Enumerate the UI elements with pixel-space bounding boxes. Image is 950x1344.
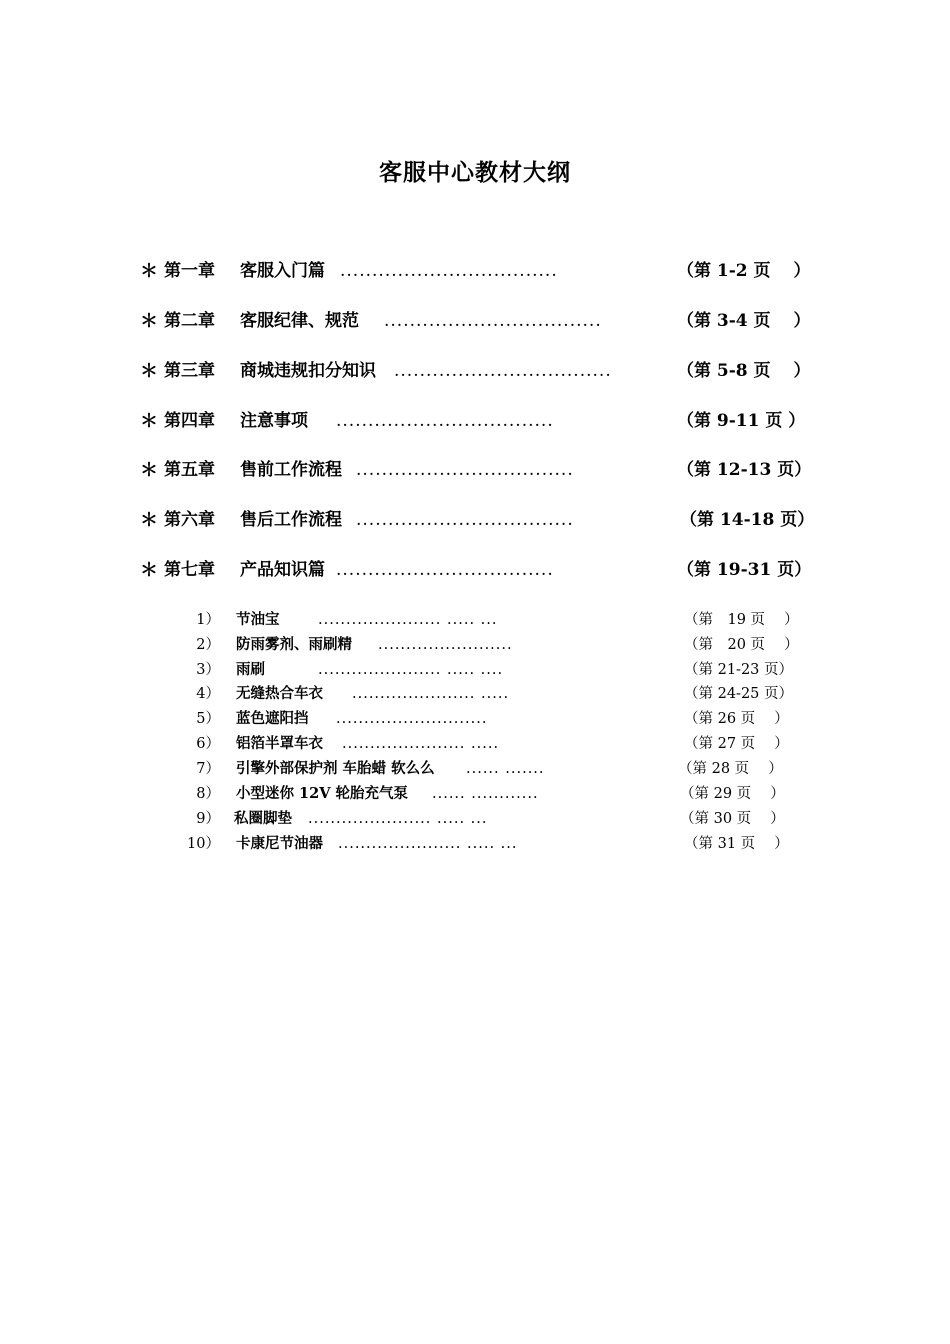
item-index: 9） bbox=[196, 811, 220, 827]
item-index: 10） bbox=[187, 836, 220, 852]
item-pages: （第 21-23 页） bbox=[684, 662, 794, 678]
dot-leader: .................................. bbox=[340, 261, 558, 281]
item-pages: （第 31 页 ） bbox=[684, 836, 789, 852]
list-item bbox=[190, 609, 800, 631]
chapter-pages: （第 1-2 页 ） bbox=[677, 261, 811, 281]
dot-leader: ...... ....... bbox=[466, 761, 545, 777]
chapter-entry bbox=[140, 258, 811, 284]
chapter-name: 客服纪律、规范 bbox=[240, 311, 359, 331]
chapter-name: 商城违规扣分知识 bbox=[240, 361, 376, 381]
item-name: 卡康尼节油器 bbox=[236, 835, 323, 852]
chapter-number: 第一章 bbox=[164, 261, 215, 281]
asterisk-bullet: ＊ bbox=[140, 411, 158, 432]
chapter-number: 第三章 bbox=[164, 361, 215, 381]
item-name: 私圈脚垫 bbox=[234, 810, 292, 827]
item-name: 蓝色遮阳挡 bbox=[236, 710, 309, 727]
list-item bbox=[190, 683, 800, 705]
item-name: 铝箔半罩车衣 bbox=[236, 735, 323, 752]
chapter-entry bbox=[140, 507, 815, 533]
chapter-entry bbox=[140, 408, 806, 434]
item-name: 无缝热合车衣 bbox=[236, 685, 323, 702]
item-pages: （第 24-25 页） bbox=[684, 686, 794, 702]
asterisk-bullet: ＊ bbox=[140, 560, 158, 581]
item-index: 2） bbox=[196, 637, 220, 653]
list-item bbox=[187, 833, 800, 855]
item-index: 4） bbox=[196, 686, 220, 702]
chapter-name: 售前工作流程 bbox=[240, 460, 342, 480]
item-pages: （第 26 页 ） bbox=[684, 711, 789, 727]
dot-leader: ...................... ..... ... bbox=[338, 836, 518, 852]
dot-leader: ...................... ..... .... bbox=[318, 662, 504, 678]
dot-leader: ...... ............ bbox=[432, 786, 539, 802]
asterisk-bullet: ＊ bbox=[140, 510, 158, 531]
dot-leader: .................................. bbox=[336, 560, 554, 580]
dot-leader: ........................... bbox=[336, 711, 488, 727]
chapter-name: 售后工作流程 bbox=[240, 510, 342, 530]
list-item bbox=[190, 783, 800, 805]
chapter-name: 注意事项 bbox=[240, 411, 308, 431]
item-pages: （第 29 页 ） bbox=[680, 786, 785, 802]
asterisk-bullet: ＊ bbox=[140, 311, 158, 332]
chapter-entry bbox=[140, 457, 812, 483]
item-pages: （第 20 页 ） bbox=[684, 637, 799, 653]
dot-leader: .................................. bbox=[394, 361, 612, 381]
item-index: 6） bbox=[196, 736, 220, 752]
dot-leader: .................................. bbox=[356, 510, 574, 530]
item-name: 雨刷 bbox=[236, 661, 265, 678]
asterisk-bullet: ＊ bbox=[140, 460, 158, 481]
asterisk-bullet: ＊ bbox=[140, 361, 158, 382]
asterisk-bullet: ＊ bbox=[140, 261, 158, 282]
item-index: 7） bbox=[196, 761, 220, 777]
chapter-entry bbox=[140, 557, 812, 583]
item-name: 小型迷你 12V 轮胎充气泵 bbox=[236, 785, 409, 802]
item-name: 引擎外部保护剂 车胎蜡 软么么 bbox=[236, 760, 435, 777]
item-index: 5） bbox=[196, 711, 220, 727]
dot-leader: ........................ bbox=[378, 637, 513, 653]
dot-leader: .................................. bbox=[336, 411, 554, 431]
list-item bbox=[190, 634, 800, 656]
item-pages: （第 30 页 ） bbox=[680, 811, 785, 827]
list-item bbox=[190, 808, 800, 830]
chapter-pages: （第 19-31 页） bbox=[677, 560, 812, 580]
document-title: 客服中心教材大纲 bbox=[379, 160, 571, 186]
chapter-pages: （第 12-13 页） bbox=[677, 460, 812, 480]
chapter-pages: （第 9-11 页 ） bbox=[677, 411, 806, 431]
item-index: 1） bbox=[196, 612, 220, 628]
chapter-number: 第七章 bbox=[164, 560, 215, 580]
dot-leader: ...................... ..... ... bbox=[308, 811, 488, 827]
item-index: 3） bbox=[196, 662, 220, 678]
dot-leader: ...................... ..... bbox=[352, 686, 510, 702]
chapter-pages: （第 3-4 页 ） bbox=[677, 311, 811, 331]
list-item bbox=[190, 733, 800, 755]
dot-leader: .................................. bbox=[384, 311, 602, 331]
chapter-number: 第五章 bbox=[164, 460, 215, 480]
list-item bbox=[190, 708, 800, 730]
chapter-number: 第六章 bbox=[164, 510, 215, 530]
item-pages: （第 27 页 ） bbox=[684, 736, 789, 752]
chapter-number: 第二章 bbox=[164, 311, 215, 331]
list-item bbox=[190, 659, 800, 681]
item-index: 8） bbox=[196, 786, 220, 802]
chapter-entry bbox=[140, 308, 811, 334]
chapter-number: 第四章 bbox=[164, 411, 215, 431]
dot-leader: ...................... ..... ... bbox=[318, 612, 498, 628]
chapter-name: 产品知识篇 bbox=[240, 560, 325, 580]
chapter-name: 客服入门篇 bbox=[240, 261, 325, 281]
chapter-pages: （第 14-18 页） bbox=[680, 510, 815, 530]
item-name: 防雨雾剂、雨刷精 bbox=[236, 636, 352, 653]
dot-leader: ...................... ..... bbox=[342, 736, 500, 752]
item-pages: （第 28 页 ） bbox=[678, 761, 783, 777]
dot-leader: .................................. bbox=[356, 460, 574, 480]
item-pages: （第 19 页 ） bbox=[684, 612, 799, 628]
item-name: 节油宝 bbox=[236, 611, 280, 628]
list-item bbox=[190, 758, 800, 780]
chapter-entry bbox=[140, 358, 811, 384]
chapter-pages: （第 5-8 页 ） bbox=[677, 361, 811, 381]
